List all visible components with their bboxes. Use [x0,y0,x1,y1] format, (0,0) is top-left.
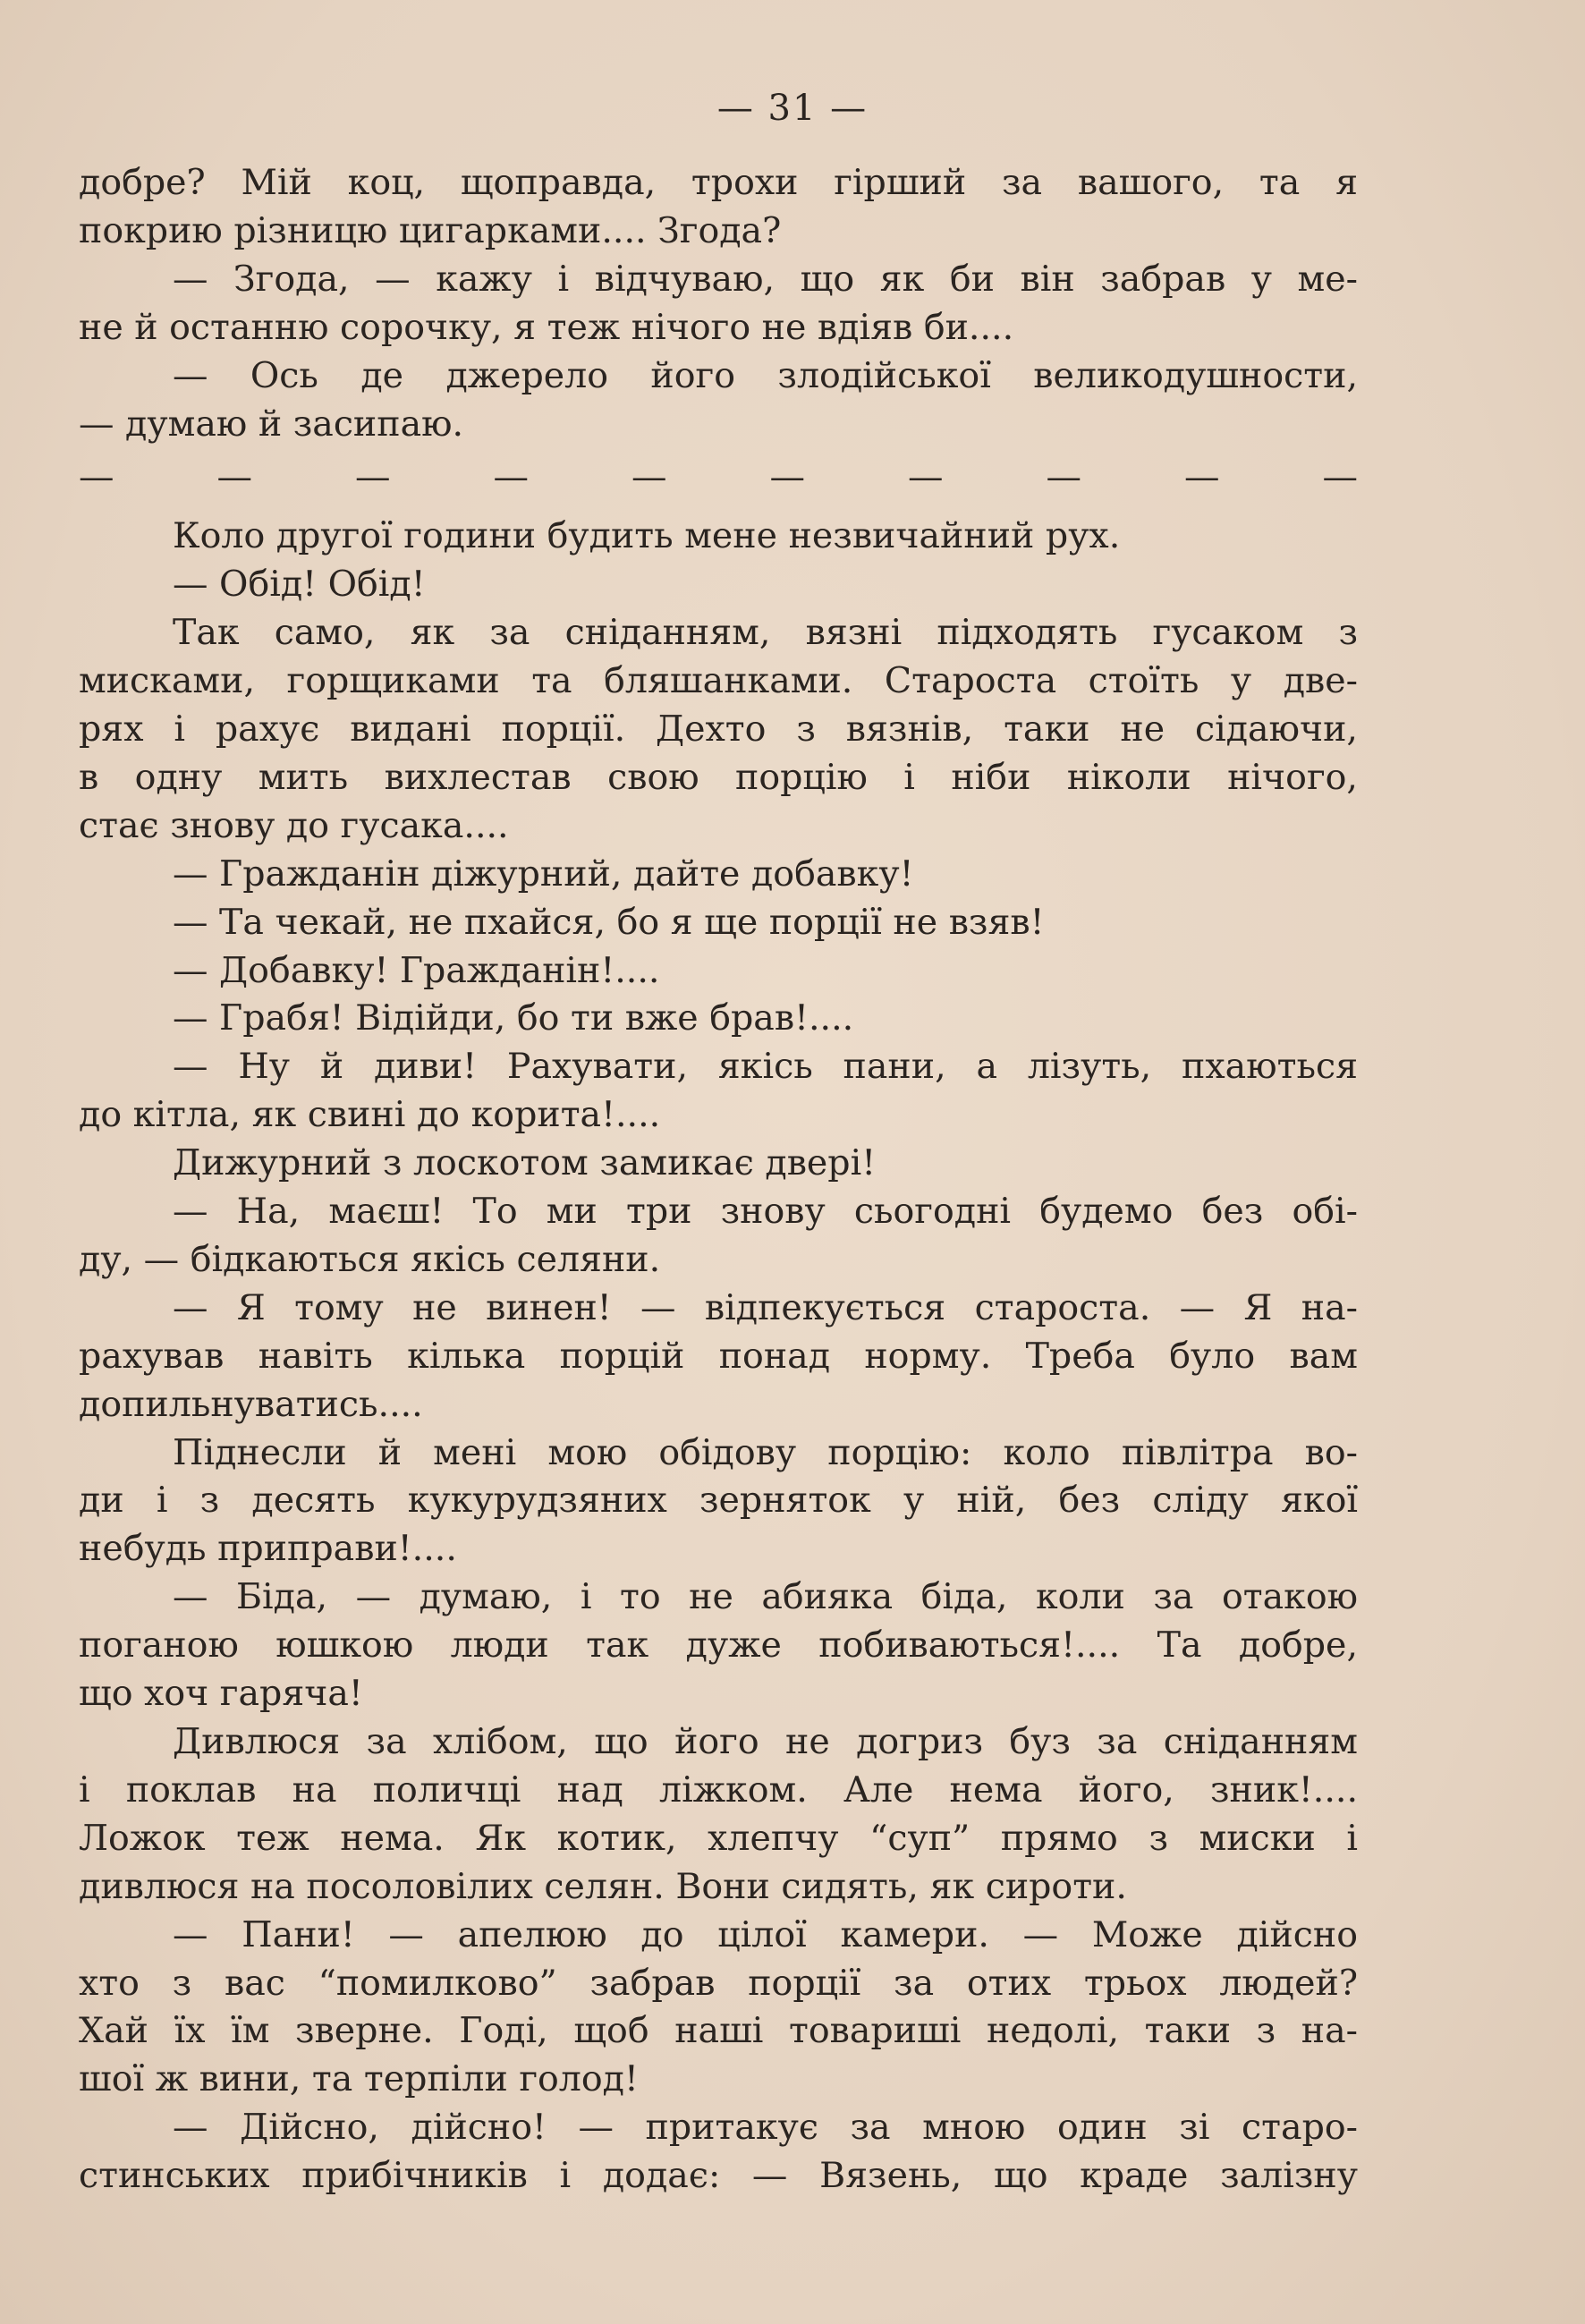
separator-dash: — [1184,456,1220,498]
text-line: — Згода, — кажу і відчуваю, що як би він забрав у ме- [173,258,1358,300]
text-line: — Я тому не винен! — відпекується староста. — Я на- [173,1286,1358,1328]
separator-dash: — [79,456,114,498]
text-line: Дивлюся за хлібом, що його не догриз буз за сніданням [173,1721,1358,1762]
text-line: поганою юшкою люди так дуже побиваються!.... Та добре, [79,1624,1358,1667]
text-line: — Обід! Обід! [173,564,426,606]
text-line: Ложок теж нема. Як котик, хлепчу “суп” прямо з миски і [79,1817,1358,1859]
text-line: Так само, як за сніданням, вязні підходять гусаком з [173,612,1358,654]
text-line: небудь приправи!.... [79,1528,457,1570]
text-line: до кітла, як свині до корита!.... [79,1094,661,1136]
text-line: Коло другої години будить мене незвичайний рух. [173,515,1121,557]
section-separator [79,454,1358,502]
text-line: дивлюся на посоловілих селян. Вони сидять, як сироти. [79,1865,1127,1907]
text-line: стинських прибічників і додає: — Вязень, що краде залізну [79,2155,1358,2197]
page-text [79,159,1358,2201]
separator-dash: — [631,456,667,498]
text-line: — Гражданін діжурний, дайте добавку! [173,852,914,895]
text-line: не й останню сорочку, я теж нічого не вдіяв би.... [79,306,1014,348]
page-number: — 31 — [716,88,869,129]
text-line: стає знову до гусака.... [79,804,509,846]
text-line: в одну мить вихлестав свою порцію і ніби ніколи нічого, [79,756,1358,798]
text-line: Хай їх їм зверне. Годі, щоб наші товариші недолі, таки з на- [79,2010,1358,2052]
text-line: ду, — бідкаються якісь селяни. [79,1238,661,1280]
text-line: рахував навіть кілька порцій понад норму. Треба було вам [79,1335,1358,1377]
text-line: — Та чекай, не пхайся, бо я ще порції не взяв! [173,901,1045,943]
separator-dash: — [769,456,805,498]
text-line: ди і з десять кукурудзяних зерняток у ній, без сліду якої [79,1480,1358,1522]
text-line: — Дійсно, дійсно! — притакує за мною один зі старо- [173,2107,1358,2149]
text-line: і поклав на поличці над ліжком. Але нема його, зник!.... [79,1768,1358,1811]
separator-dash: — [493,456,529,498]
text-line: що хоч гаряча! [79,1673,363,1715]
text-line: Дижурний з лоскотом замикає двері! [173,1142,877,1184]
text-line: — Грабя! Відійди, бо ти вже брав!.... [173,997,854,1039]
separator-dash: — [1046,456,1081,498]
separator-dash: — [355,456,391,498]
text-line: мисками, горщиками та бляшанками. Староста стоїть у две- [79,660,1358,702]
text-line: — Біда, — думаю, і то не абияка біда, коли за отакою [173,1576,1358,1618]
text-line: допильнуватись.... [79,1383,423,1425]
text-block-main [79,513,1358,2201]
text-line: рях і рахує видані порції. Дехто з вязнів, таки не сідаючи, [79,708,1358,750]
separator-dash: — [216,456,252,498]
text-line: добре? Мій коц, щоправда, трохи гірший за вашого, та я [79,162,1358,203]
separator-dash: — [908,456,944,498]
text-block-top [79,159,1358,448]
text-line: шої ж вини, та терпіли голод! [79,2058,639,2100]
text-line: — Ну й диви! Рахувати, якісь пани, а лізуть, пхаються [173,1046,1358,1088]
text-line: покрию різницю цигарками.... Згода? [79,209,782,251]
text-line: Піднесли й мені мою обідову порцію: коло півлітра во- [173,1431,1358,1473]
text-line: — На, маєш! То ми три знову сьогодні будемо без обі- [173,1191,1358,1233]
text-line: — Ось де джерело його злодійської великодушности, [173,354,1358,396]
text-line: — Пани! — апелюю до цілої камери. — Може дійсно [173,1913,1358,1955]
text-line: хто з вас “помилково” забрав порції за отих трьох людей? [79,1962,1358,2004]
text-line: — думаю й засипаю. [79,403,464,445]
separator-dash: — [1322,456,1358,498]
text-line: — Добавку! Гражданін!.... [173,949,660,991]
